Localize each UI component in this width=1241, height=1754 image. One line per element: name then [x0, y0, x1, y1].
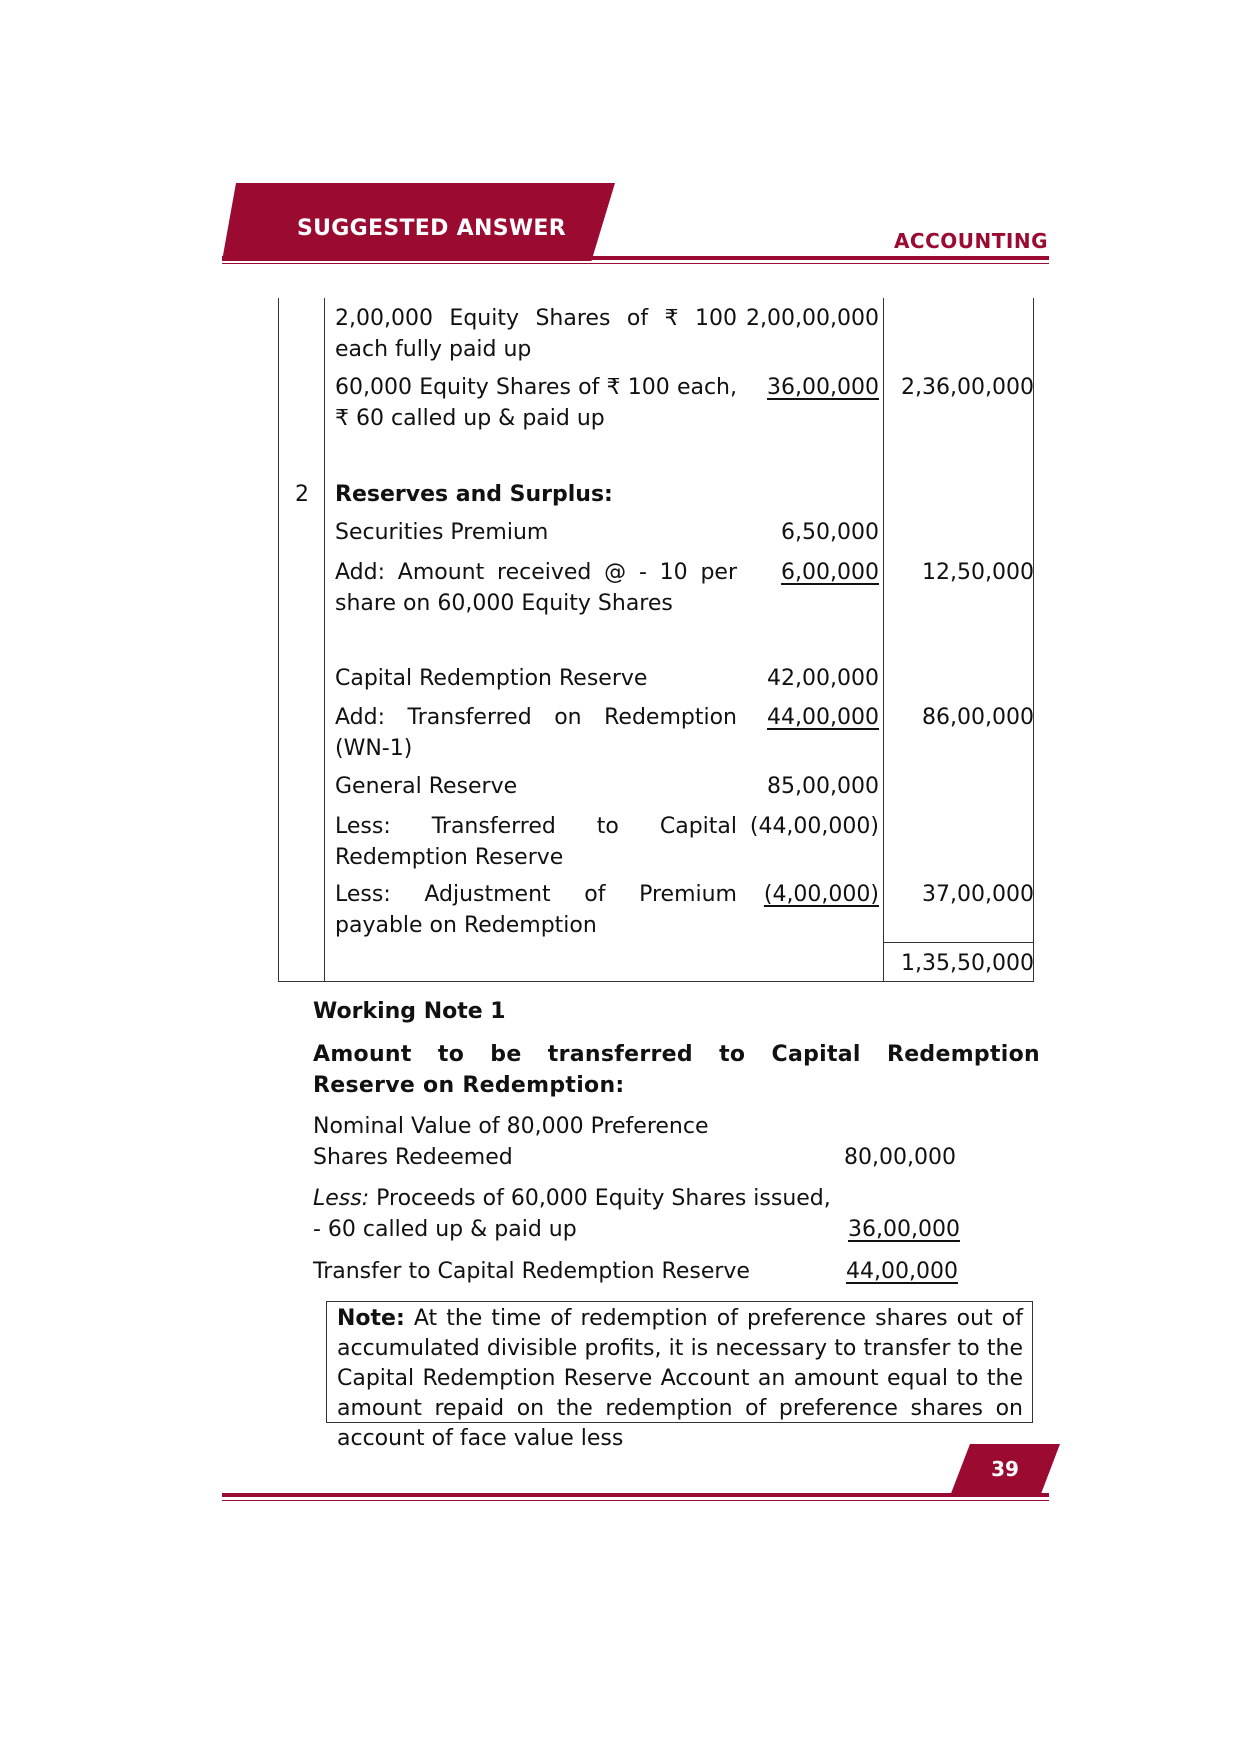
table-row-amount: 6,00,000: [781, 560, 879, 585]
table-grand-total: 1,35,50,000: [901, 951, 1034, 976]
page-number: 39: [991, 1457, 1019, 1481]
table-row-desc: 2,00,000 Equity Shares of ₹ 100 each fully paid up: [335, 306, 737, 362]
working-note-title: Working Note 1: [313, 999, 506, 1024]
table-left-border: [278, 298, 279, 982]
working-note-line: Nominal Value of 80,000 Preference: [313, 1114, 709, 1139]
table-col-divider: [883, 298, 884, 982]
working-note-amount: 80,00,000: [844, 1145, 956, 1170]
working-note-line: Transfer to Capital Redemption Reserve: [313, 1259, 750, 1284]
table-bottom-border: [278, 981, 1034, 982]
footer-rule: [222, 1493, 1049, 1497]
table-row-desc: General Reserve: [335, 774, 518, 799]
table-row-desc: Less: Transferred to Capital Redemption Reserve: [335, 814, 737, 870]
note-label: Note:: [337, 1306, 405, 1331]
header-rule-thin: [222, 263, 1049, 264]
table-row-amount: 6,50,000: [781, 520, 879, 545]
table-row-desc: Capital Redemption Reserve: [335, 666, 648, 691]
table-row-total: 2,36,00,000: [901, 375, 1034, 400]
working-note-amount: 36,00,000: [848, 1217, 960, 1242]
working-note-amount: 44,00,000: [846, 1259, 958, 1284]
table-row-amount: (44,00,000): [749, 814, 879, 839]
table-row-desc: Securities Premium: [335, 520, 549, 545]
working-note-line: Shares Redeemed: [313, 1145, 513, 1170]
less-label: Less:: [313, 1186, 370, 1211]
table-row-total: 86,00,000: [922, 705, 1034, 730]
table-row-number: 2: [295, 482, 309, 507]
table-row-amount: 44,00,000: [767, 705, 879, 730]
table-row-desc: 60,000 Equity Shares of ₹ 100 each, ₹ 60 called up & paid up: [335, 375, 737, 431]
section-label: SUGGESTED ANSWER: [297, 216, 566, 241]
table-row-amount: 2,00,00,000: [746, 306, 879, 331]
table-row-amount: 85,00,000: [767, 774, 879, 799]
table-row-desc: Add: Transferred on Redemption (WN-1): [335, 705, 737, 761]
working-note-line-text: Proceeds of 60,000 Equity Shares issued,: [369, 1186, 831, 1211]
table-row-amount: 42,00,000: [767, 666, 879, 691]
table-row-desc: Less: Adjustment of Premium payable on Redemption: [335, 882, 737, 938]
table-col-divider: [324, 298, 325, 982]
table-row-total: 12,50,000: [922, 560, 1034, 585]
subject-label: ACCOUNTING: [893, 229, 1048, 253]
working-note-line: - 60 called up & paid up: [313, 1217, 577, 1242]
note-body: At the time of redemption of preference shares out of accumulated divisible profits, it is necessary to transfer to the Capital Redemption Reserve Account an amount equal to the amount repaid on the redemption of preference shares on account of face value less: [337, 1306, 1023, 1451]
working-note-subtitle: Amount to be transferred to Capital Redemption Reserve on Redemption:: [313, 1042, 1040, 1098]
table-row-total: 37,00,000: [922, 882, 1034, 907]
footer-rule-thin: [222, 1500, 1049, 1501]
table-total-rule: [883, 942, 1034, 943]
table-row-amount: 36,00,000: [767, 375, 879, 400]
note-text: [337, 1304, 1023, 1454]
table-row-amount: (4,00,000): [763, 882, 879, 907]
header-rule: [222, 256, 1049, 260]
working-note-line: [313, 1183, 831, 1214]
table-row-desc: Add: Amount received @ - 10 per share on 60,000 Equity Shares: [335, 560, 737, 616]
table-section-heading: Reserves and Surplus:: [335, 482, 613, 507]
